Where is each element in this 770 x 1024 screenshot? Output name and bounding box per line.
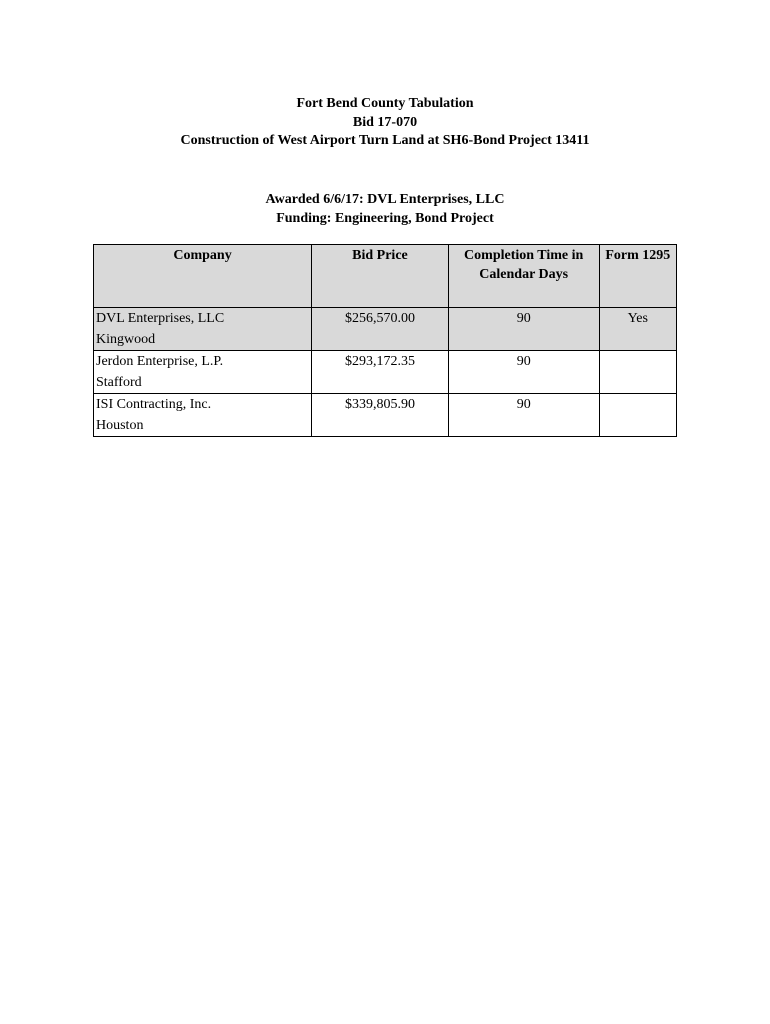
award-line: Awarded 6/6/17: DVL Enterprises, LLC [265,192,505,207]
form-1295-cell: Yes [599,308,676,351]
column-header-completion-time-line2: Calendar Days [479,267,569,282]
document-title-block [0,95,770,151]
award-info-block [0,191,770,228]
company-name: Jerdon Enterprise, L.P. [96,354,224,369]
company-name: ISI Contracting, Inc. [96,397,212,412]
completion-days-cell: 90 [448,394,599,437]
column-header-completion-time-line1: Completion Time in [464,248,584,263]
county-title: Fort Bend County Tabulation [296,96,474,111]
column-header-bid-price: Bid Price [312,245,449,308]
company-name: DVL Enterprises, LLC [96,311,225,326]
company-city: Stafford [96,375,142,390]
bid-number: Bid 17-070 [352,114,418,130]
table-row [94,308,677,351]
column-header-form-1295: Form 1295 [599,245,676,308]
table-row [94,351,677,394]
company-city: Houston [96,418,144,433]
bid-price-cell: $339,805.90 [312,394,449,437]
completion-days-cell: 90 [448,351,599,394]
company-cell [94,394,312,437]
project-title: Construction of West Airport Turn Land at SH6-Bond Project 13411 [180,133,590,148]
company-city: Kingwood [96,332,156,347]
company-cell [94,351,312,394]
completion-days-cell: 90 [448,308,599,351]
form-1295-cell [599,394,676,437]
table-header-row [94,245,677,308]
table-row [94,394,677,437]
column-header-company: Company [94,245,312,308]
bid-tabulation-table [93,244,677,437]
bid-price-cell: $293,172.35 [312,351,449,394]
company-cell [94,308,312,351]
funding-line: Funding: Engineering, Bond Project [276,210,494,226]
form-1295-cell [599,351,676,394]
column-header-completion-time [448,245,599,308]
bid-price-cell: $256,570.00 [312,308,449,351]
